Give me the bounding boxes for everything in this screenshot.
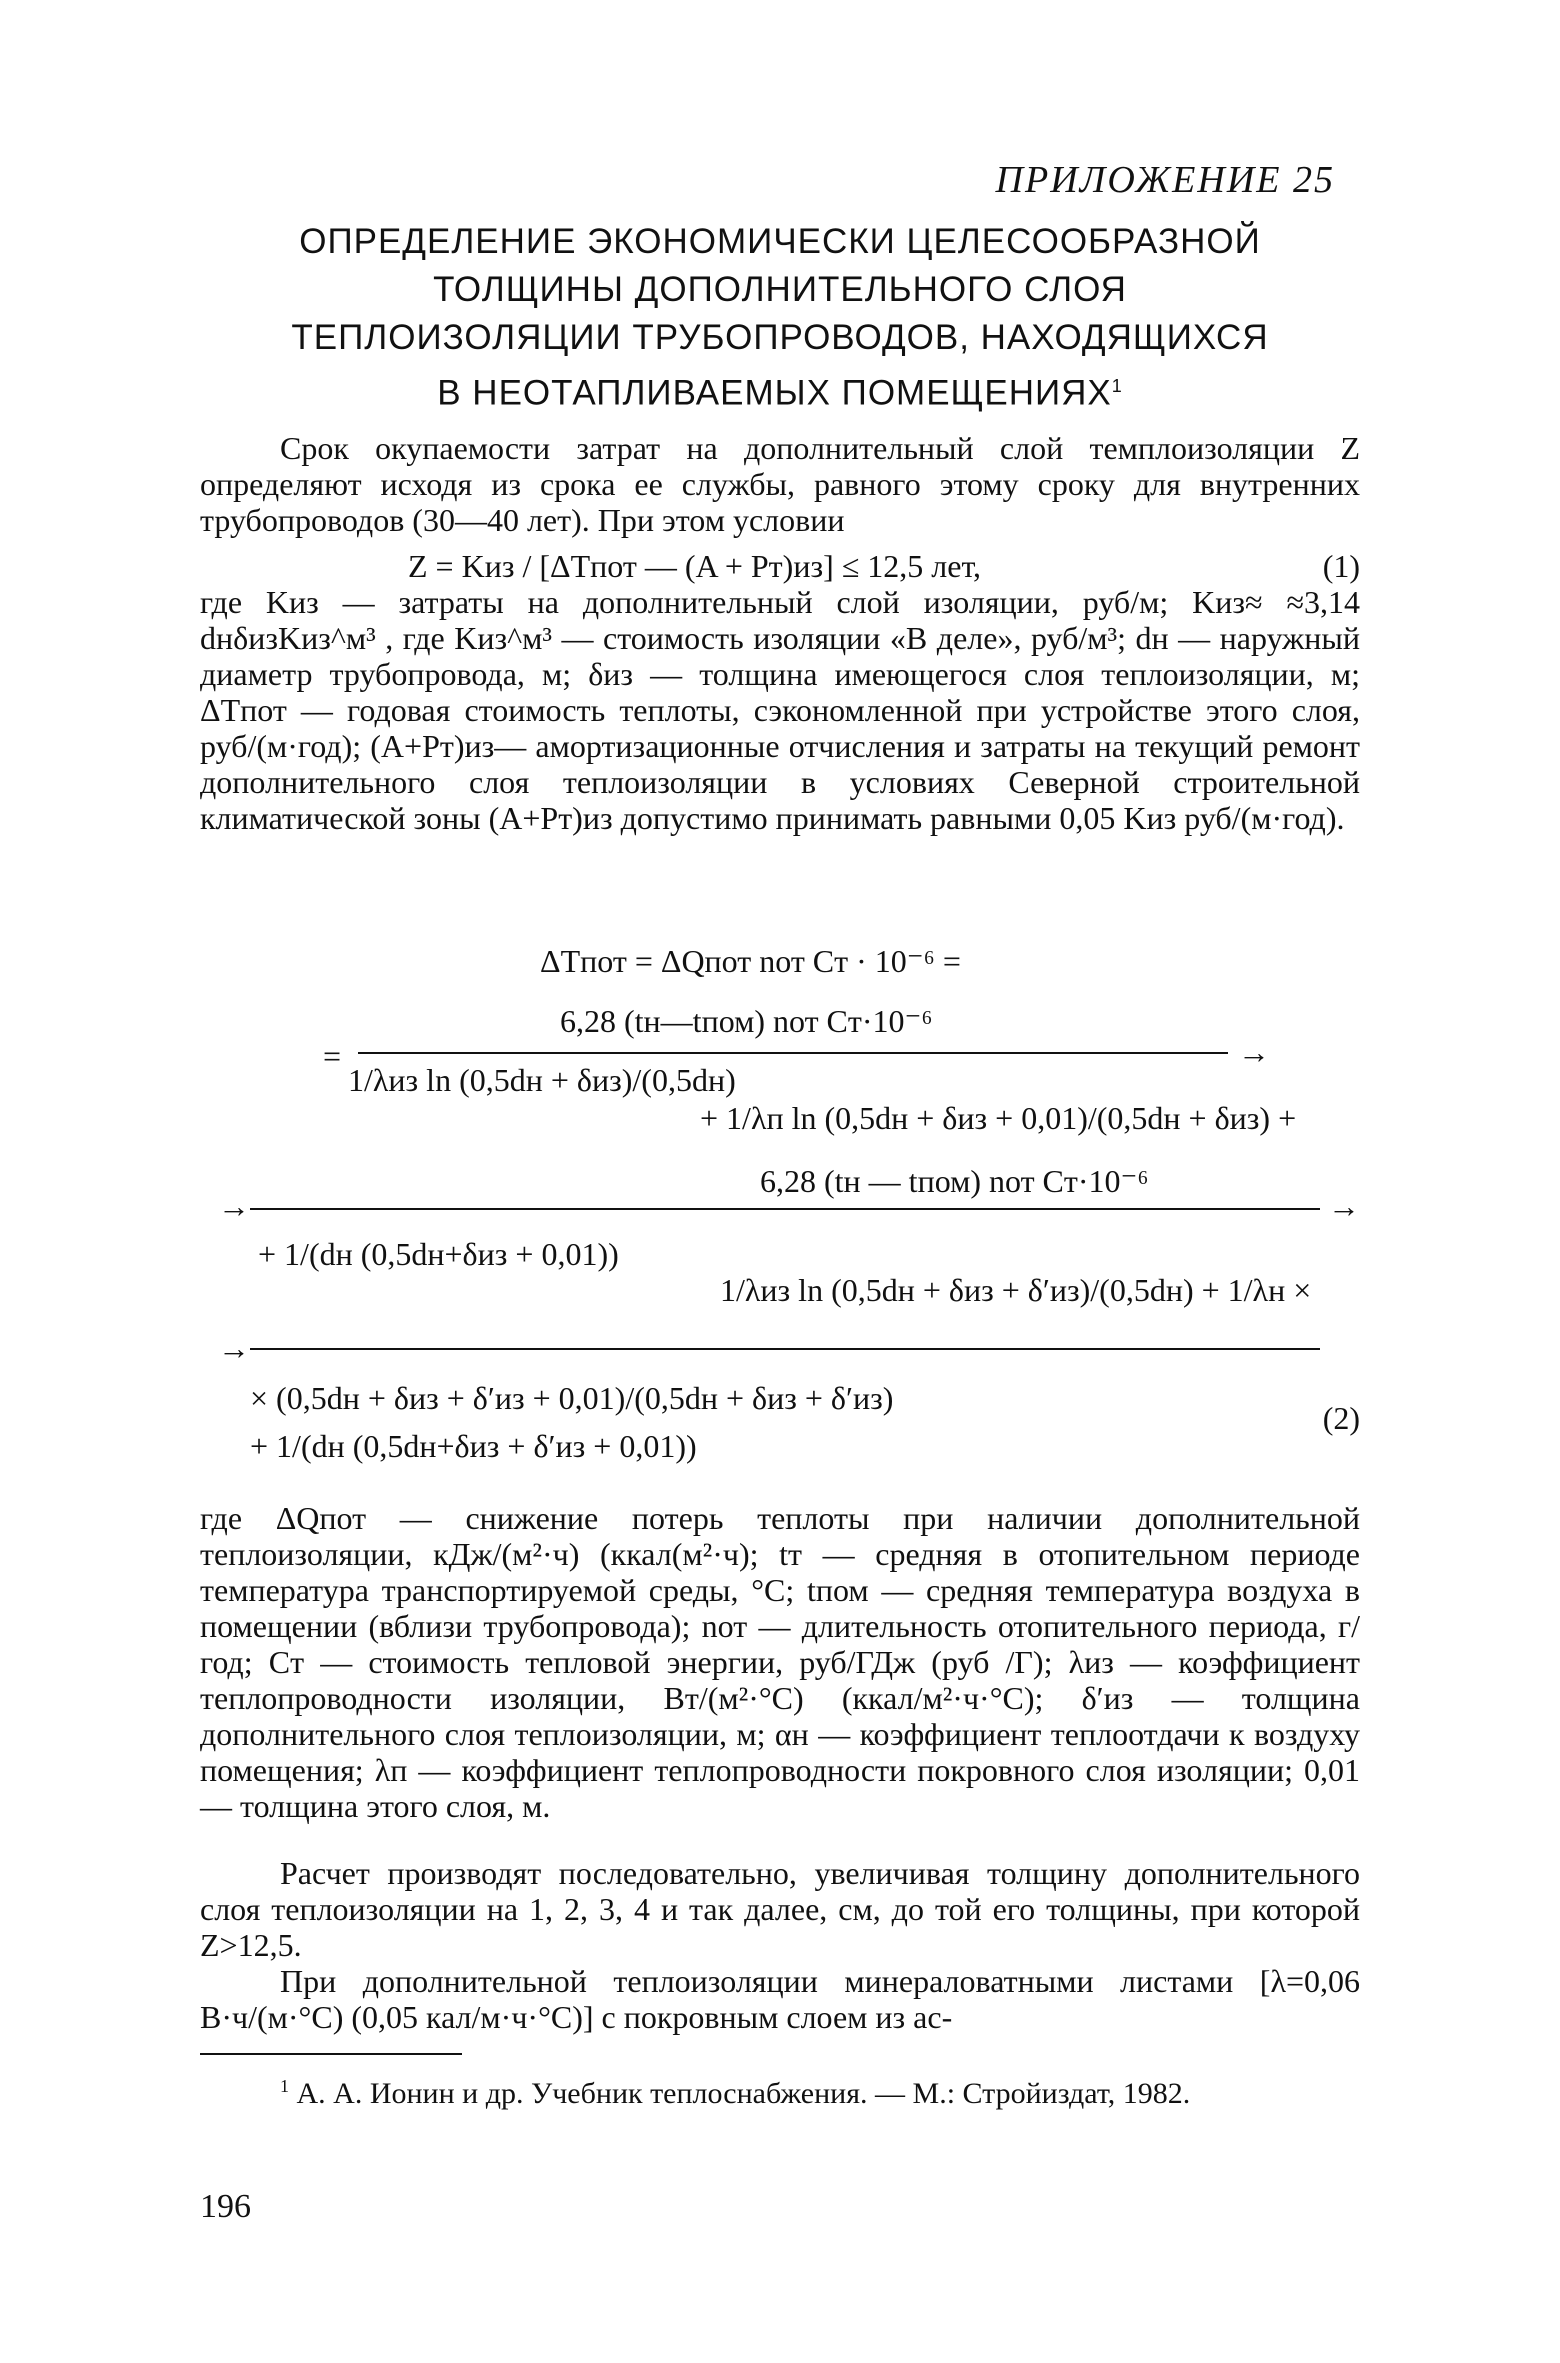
arrow-right-icon: → [218, 1330, 250, 1366]
formula-2-frac-2-numerator: 6,28 (tн — tпом) nот Cт·10⁻⁶ [760, 1163, 1149, 1199]
arrow-right-icon: → [1328, 1188, 1360, 1224]
formula-2-number: (2) [1322, 1400, 1360, 1436]
appendix-label: ПРИЛОЖЕНИЕ 25 [995, 159, 1335, 201]
arrow-right-icon: → [218, 1188, 250, 1224]
paragraph-2: где Kиз — затраты на дополнительный слой изоляции, руб/м; Kиз≈ ≈3,14 dнδизKиз^м³ , где Kиз^м³ — стоимость изоляции «В деле», руб/м³; dн — наружный диаметр трубопровода, м; δиз — толщина имеющегося слоя теплоизоляции, м; ΔTпот — годовая стоимость теплоты, сэкономленной при устройстве этого слоя, руб/(м·год); (A+Pт)из— амортизационные отчисления и затраты на текущий ремонт дополнительного слоя теплоизоляции в условиях Северной строительной климатической зоны (A+Pт)из допустимо принимать равными 0,05 Kиз руб/(м·год). [200, 584, 1360, 836]
paragraph-3: где ΔQпот — снижение потерь теплоты при наличии дополнительной теплоизоляции, кДж/(м²·ч) (ккал(м²·ч); tт — средняя в отопительном периоде температура транспортируемой среды, °С; tпом — средняя температура воздуха в помещении (вблизи трубопровода); nот — длительность отопительного периода, г/год; Cт — стоимость тепловой энергии, руб/ГДж (руб /Г); λиз — коэффициент теплопроводности изоляции, Вт/(м²·°С) (ккал/м²·ч·°С); δ′из — толщина дополнительного слоя теплоизоляции, м; αн — коэффициент теплоотдачи к воздуху помещения; λп — коэффициент теплопроводности покровного слоя изоляции; 0,01 — толщина этого слоя, м. [200, 1500, 1360, 1824]
paragraph-5: При дополнительной теплоизоляции минераловатными листами [λ=0,06 В·ч/(м·°С) (0,05 кал/м·ч·°С)] с покровным слоем из ас- [200, 1963, 1360, 2035]
formula-2-frac-1-numerator: 6,28 (tн—tпом) nот Cт·10⁻⁶ [560, 1003, 933, 1039]
paragraph-1: Срок окупаемости затрат на дополнительный слой темплоизоляции Z определяют исходя из срока ее службы, равного этому сроку для внутренних трубопроводов (30—40 лет). При этом условии [200, 430, 1360, 538]
footnote [200, 2068, 1360, 2112]
formula-2-continuation-bar [250, 1348, 1320, 1350]
title-line-1: ОПРЕДЕЛЕНИЕ ЭКОНОМИЧЕСКИ ЦЕЛЕСООБРАЗНОЙ [299, 222, 1261, 261]
formula-2-frac-1-bar [358, 1052, 1228, 1054]
formula-1: Z = Kиз / [ΔTпот — (A + Pт)из] ≤ 12,5 лет, [408, 548, 982, 584]
title-line-3: ТЕПЛОИЗОЛЯЦИИ ТРУБОПРОВОДОВ, НАХОДЯЩИХСЯ [291, 318, 1269, 357]
formula-2-frac-2-denominator-b: 1/λиз ln (0,5dн + δиз + δ′из)/(0,5dн) + 1/λн × [720, 1272, 1312, 1308]
formula-1-number: (1) [1322, 548, 1360, 584]
title-line-4-text: В НЕОТАПЛИВАЕМЫХ ПОМЕЩЕНИЯХ [437, 373, 1112, 413]
formula-2-frac-1-denominator-b: + 1/λп ln (0,5dн + δиз + 0,01)/(0,5dн + δиз) + [700, 1100, 1297, 1136]
formula-2-frac-2-bar [250, 1208, 1320, 1210]
page-number: 196 [200, 2188, 251, 2225]
footnote-mark: 1 [1111, 376, 1123, 396]
formula-2-frac-2-denominator-a: + 1/(dн (0,5dн+δиз + 0,01)) [258, 1236, 619, 1272]
formula-2-frac-3-b: + 1/(dн (0,5dн+δиз + δ′из + 0,01)) [250, 1428, 697, 1464]
page-title [200, 218, 1360, 418]
formula-2-line-0: ΔTпот = ΔQпот nот Cт · 10⁻⁶ = [540, 943, 961, 979]
title-line-4 [200, 362, 1360, 418]
paragraph-4: Расчет производят последовательно, увеличивая толщину дополнительного слоя теплоизоляции на 1, 2, 3, 4 и так далее, см, до той его толщины, при которой Z>12,5. [200, 1855, 1360, 1963]
title-line-2: ТОЛЩИНЫ ДОПОЛНИТЕЛЬНОГО СЛОЯ [433, 270, 1127, 309]
footnote-divider [200, 2053, 462, 2055]
footnote-mark: 1 [280, 2076, 289, 2096]
formula-2-frac-1-denominator-a: 1/λиз ln (0,5dн + δиз)/(0,5dн) [348, 1062, 736, 1098]
formula-2-frac-3-a: × (0,5dн + δиз + δ′из + 0,01)/(0,5dн + δиз + δ′из) [250, 1380, 894, 1416]
arrow-right-icon: → [1238, 1034, 1270, 1070]
equals-sign: = [323, 1038, 342, 1074]
footnote-text: А. А. Ионин и др. Учебник теплоснабжения. — М.: Стройиздат, 1982. [296, 2077, 1191, 2110]
